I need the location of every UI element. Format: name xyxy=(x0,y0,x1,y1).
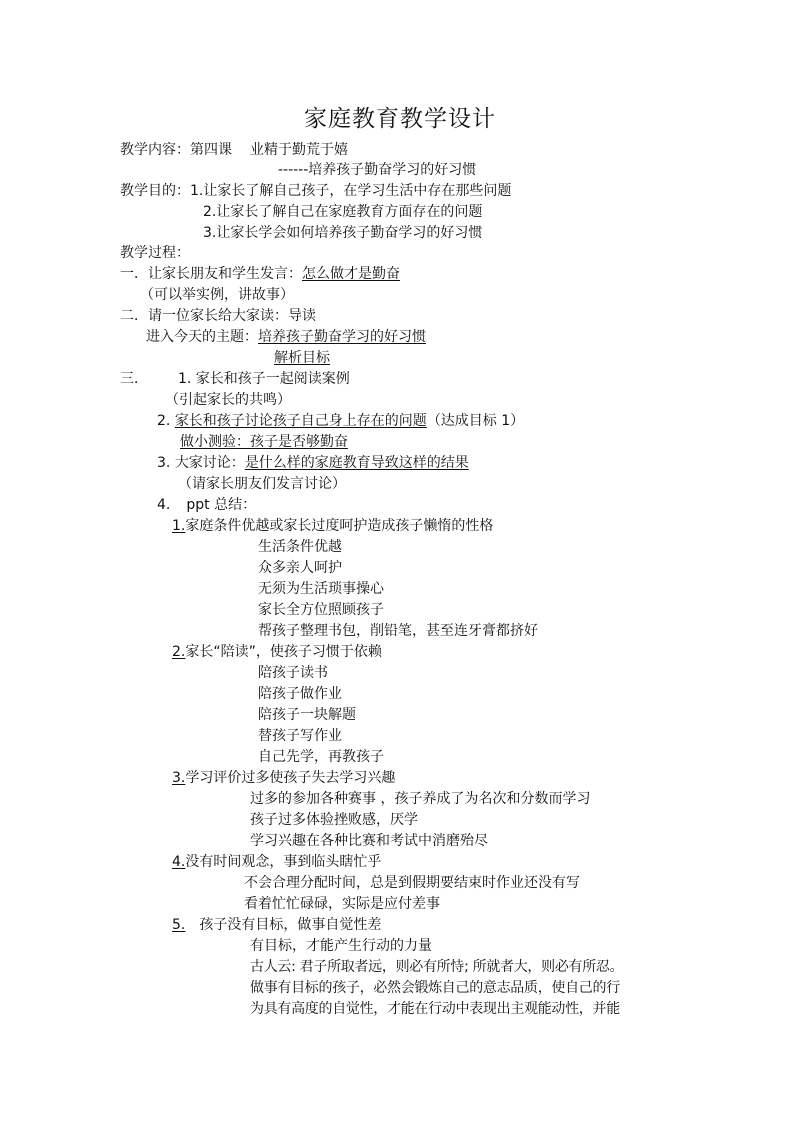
summary-line: 古人云: 君子所取者远，则必有所恃; 所就者大，则必有所忍。 xyxy=(250,959,624,975)
summary-line: 家长全方位照顾孩子 xyxy=(258,602,384,618)
summary-line: 陪孩子一块解题 xyxy=(258,707,356,723)
step1-line xyxy=(120,264,400,284)
summary-heading xyxy=(172,852,381,872)
step3-sub2 xyxy=(157,411,524,431)
summary-title: 学习评价过多使孩子失去学习兴趣 xyxy=(185,770,396,786)
summary-line: 生活条件优越 xyxy=(258,539,342,555)
step2-intro xyxy=(146,327,426,347)
step3-number: 三． xyxy=(120,371,148,387)
summary-line: 孩子过多体验挫败感，厌学 xyxy=(250,812,418,828)
summary-line: 学习兴趣在各种比赛和考试中消磨殆尽 xyxy=(250,833,488,849)
summary-number: 2. xyxy=(172,644,186,660)
step1-prefix: 一．让家长朋友和学生发言： xyxy=(120,266,302,282)
summary-number: 3. xyxy=(172,770,186,786)
summary-number: 5. xyxy=(172,917,186,933)
summary-title: 家长“陪读”，使孩子习惯于依赖 xyxy=(185,644,382,660)
summary-number: 1. xyxy=(172,518,186,534)
sub3-text: 是什么样的家庭教育导致这样的结果 xyxy=(244,455,469,471)
intro-topic: 培养孩子勤奋学习的好习惯 xyxy=(258,329,426,345)
summary-line: 过多的参加各种赛事 ，孩子养成了为名次和分数而学习 xyxy=(250,791,591,807)
step3-sub1-note: （引起家长的共鸣） xyxy=(165,392,291,408)
sub3-prefix: 大家讨论： xyxy=(174,455,245,471)
lesson-number: 第四课 xyxy=(190,142,232,158)
sub4-text: ppt 总结： xyxy=(186,497,257,513)
summary-line: 无须为生活琐事操心 xyxy=(258,581,384,597)
quiz-label: 做小测验： xyxy=(180,434,250,450)
sub3-number: 3. xyxy=(157,455,171,471)
summary-title: 孩子没有目标，做事自觉性差 xyxy=(199,917,382,933)
lesson-title: 业精于勤荒于嬉 xyxy=(250,142,348,158)
summary-title: 没有时间观念，事到临头瞎忙乎 xyxy=(185,854,382,870)
sub2-text: 家长和孩子讨论孩子自己身上存在的问题 xyxy=(174,413,427,429)
sub2-number: 2. xyxy=(157,413,171,429)
step1-topic: 怎么做才是勤奋 xyxy=(302,266,400,282)
sub3-note: （请家长朋友们发言讨论） xyxy=(178,476,346,492)
intro-prefix: 进入今天的主题： xyxy=(146,329,258,345)
summary-line: 自己先学，再教孩子 xyxy=(258,749,384,765)
summary-line: 看着忙忙碌碌，实际是应付差事 xyxy=(244,896,440,912)
sub4-number: 4. xyxy=(157,497,171,513)
summary-line: 做事有目标的孩子，必然会锻炼自己的意志品质，使自己的行 xyxy=(250,980,620,996)
summary-heading xyxy=(172,516,493,536)
summary-line: 陪孩子读书 xyxy=(258,665,328,681)
summary-line: 陪孩子做作业 xyxy=(258,686,342,702)
document-title: 家庭教育教学设计 xyxy=(304,106,496,132)
goal-item: 1.让家长了解自己孩子，在学习生活中存在那些问题 xyxy=(190,183,512,199)
summary-number: 4. xyxy=(172,854,186,870)
sub2-suffix: （达成目标 1） xyxy=(426,413,525,429)
goals-line xyxy=(120,181,511,201)
summary-line: 为具有高度的自觉性，才能在行动中表现出主观能动性，并能 xyxy=(250,1001,620,1017)
summary-heading xyxy=(172,768,395,788)
summary-heading xyxy=(172,915,381,935)
summary-line: 有目标，才能产生行动的力量 xyxy=(250,938,432,954)
lesson-subtitle: ------培养孩子勤奋学习的好习惯 xyxy=(278,162,477,178)
summary-line: 众多亲人呵护 xyxy=(258,560,342,576)
quiz-line xyxy=(180,432,348,452)
summary-line: 不会合理分配时间，总是到假期要结束时作业还没有写 xyxy=(244,875,580,891)
step1-note: （可以举实例，讲故事） xyxy=(140,287,294,303)
process-label: 教学过程： xyxy=(120,245,190,261)
summary-heading xyxy=(172,642,382,662)
quiz-text: 孩子是否够勤奋 xyxy=(250,434,348,450)
goal-item: 3.让家长学会如何培养孩子勤奋学习的好习惯 xyxy=(203,225,483,241)
step3-sub4 xyxy=(157,495,256,515)
content-line xyxy=(120,140,348,160)
goal-item: 2.让家长了解自己在家庭教育方面存在的问题 xyxy=(203,204,483,220)
summary-title: 家庭条件优越或家长过度呵护造成孩子懒惰的性格 xyxy=(185,518,494,534)
step3-sub3 xyxy=(157,453,469,473)
analysis-label: 解析目标 xyxy=(274,350,330,366)
content-label: 教学内容： xyxy=(120,142,190,158)
step2-line: 二．请一位家长给大家读：导读 xyxy=(120,308,316,324)
step3-sub1: 1. 家长和孩子一起阅读案例 xyxy=(178,371,350,387)
summary-line: 帮孩子整理书包，削铅笔，甚至连牙膏都挤好 xyxy=(258,623,538,639)
goals-label: 教学目的： xyxy=(120,183,190,199)
summary-line: 替孩子写作业 xyxy=(258,728,342,744)
